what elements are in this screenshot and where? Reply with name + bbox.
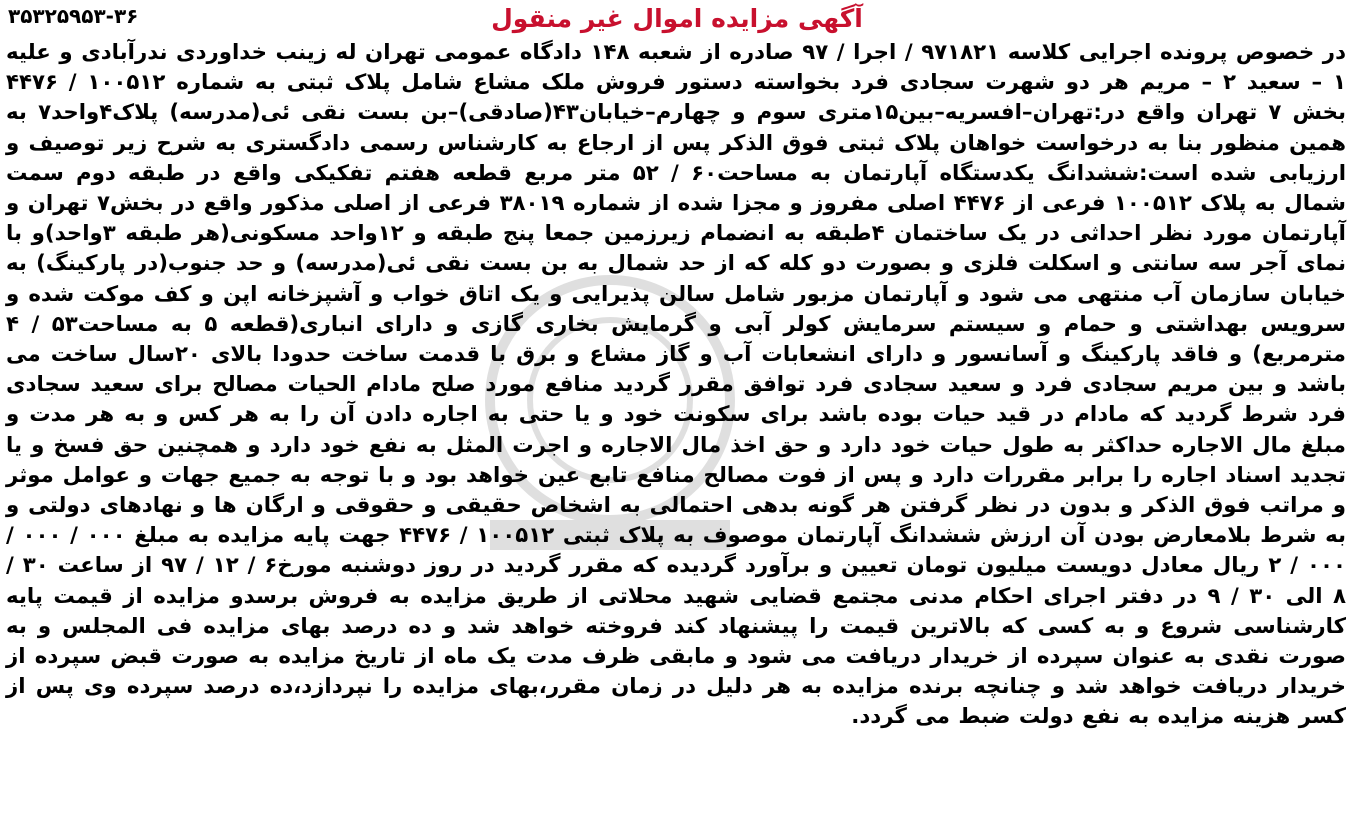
notice-code: ۳۵۳۲۵۹۵۳-۳۶ — [8, 4, 139, 28]
notice-body: در خصوص پرونده اجرایی کلاسه ۹۷۱۸۲۱ / اجرا / ۹۷ صادره از شعبه ۱۴۸ دادگاه عمومی تهران له زینب خداوردی ندرآبادی و علیه ۱ – سعید ۲ – مریم هر دو شهرت سجادی فرد بخواسته دستور فروش ملک مشاع شامل پلاک ثبتی به شماره ۱۰۰۵۱۲ / ۴۴۷۶ بخش ۷ تهران واقع در:تهران–افسریه–بین۱۵متری سوم و چهارم–خیابان۴۳(صادقی)–بن بست نقی ئی(مدرسه) پلاک۴واحد۷ به همین منظور بنا به درخواست خواهان پلاک ثبتی فوق الذکر پس از ارجاع به کارشناس رسمی دادگستری به شرح زیر توصیف و ارزیابی شده است:ششدانگ یکدستگاه آپارتمان به مساحت۶۰ / ۵۲ متر مربع قطعه هفتم تفکیکی واقع در طبقه دوم سمت شمال به پلاک ۱۰۰۵۱۲ فرعی از ۴۴۷۶ اصلی مفروز و مجزا شده از شماره ۳۸۰۱۹ فرعی از اصلی مذکور واقع در بخش۷ تهران و آپارتمان مورد نظر احداثی در یک ساختمان ۴طبقه به انضمام زیرزمین جمعا پنج طبقه و ۱۲واحد مسکونی(هر طبقه ۳واحد)و با نمای آجر سه سانتی و اسکلت فلزی و بصورت دو کله که از حد شمال به بن بست نقی ئی(مدرسه) و حد جنوب(در پارکینگ) به خیابان سازمان آب منتهی می شود و آپارتمان مزبور شامل سالن پذیرایی و یک اتاق خواب و آشپزخانه اپن و کف موکت شده و سرویس بهداشتی و حمام و سیستم سرمایش کولر آبی و گرمایش بخاری گازی و دارای انباری(قطعه ۵ به مساحت۵۳ / ۴ مترمربع) و فاقد پارکینگ و آسانسور و دارای انشعابات آب و گاز مشاع و برق با قدمت ساخت حدودا بالای ۲۰سال ساخت می باشد و بین مریم سجادی فرد و سعید سجادی فرد توافق مقرر گردید منافع مورد صلح مادام الحیات مصالح برای سعید سجادی فرد شرط گردید که مادام در قید حیات بوده باشد برای سکونت خود و یا حتی به اجاره دادن آن را به هر کس و به هر مدت و مبلغ مال الاجاره حداکثر به طول حیات خود دارد و حق اخذ مال الاجاره و اجرت المثل به نفع خود دارد و همچنین حق فسخ و یا تجدید اسناد اجاره را برابر مقررات دارد و پس از فوت مصالح منافع تابع عین خواهد بود و با توجه به جمیع جهات و عوامل موثر و مراتب فوق الذکر و بدون در نظر گرفتن هر گونه بدهی احتمالی به اشخاص حقیقی و حقوقی و ارگان ها و نهادهای دولتی و به شرط بلامعارض بودن آن ارزش ششدانگ آپارتمان موصوف به پلاک ثبتی ۱۰۰۵۱۲ / ۴۴۷۶ جهت پایه مزایده به مبلغ ۰۰۰ / ۰۰۰ / ۰۰۰ / ۲ ریال معادل دویست میلیون تومان تعیین و برآورد گردیده که مقرر گردید در روز دوشنبه مورخ۶ / ۱۲ / ۹۷ از ساعت ۳۰ / ۸ الی ۳۰ / ۹ در دفتر اجرای احکام مدنی مجتمع قضایی شهید محلاتی از طریق مزایده به فروش برسدو مزایده از قیمت پایه کارشناسی شروع و به کسی که بالاترین قیمت را پیشنهاد کند فروخته خواهد شد و ده درصد بهای مزایده فی المجلس و به صورت نقدی به عنوان سپرده از خریدار دریافت می شود و مابقی ظرف مدت یک ماه از تاریخ مزایده به صورت قبض سپرده از خریدار دریافت خواهد شد و چنانچه برنده مزایده به هر دلیل در زمان مقرر،بهای مزایده را نپردازد،ده درصد سپرده وی پس از کسر هزینه مزایده به نفع دولت ضبط می گردد. — [6, 40, 1347, 730]
notice-title: آگهی مزایده اموال غیر منقول — [491, 4, 863, 33]
